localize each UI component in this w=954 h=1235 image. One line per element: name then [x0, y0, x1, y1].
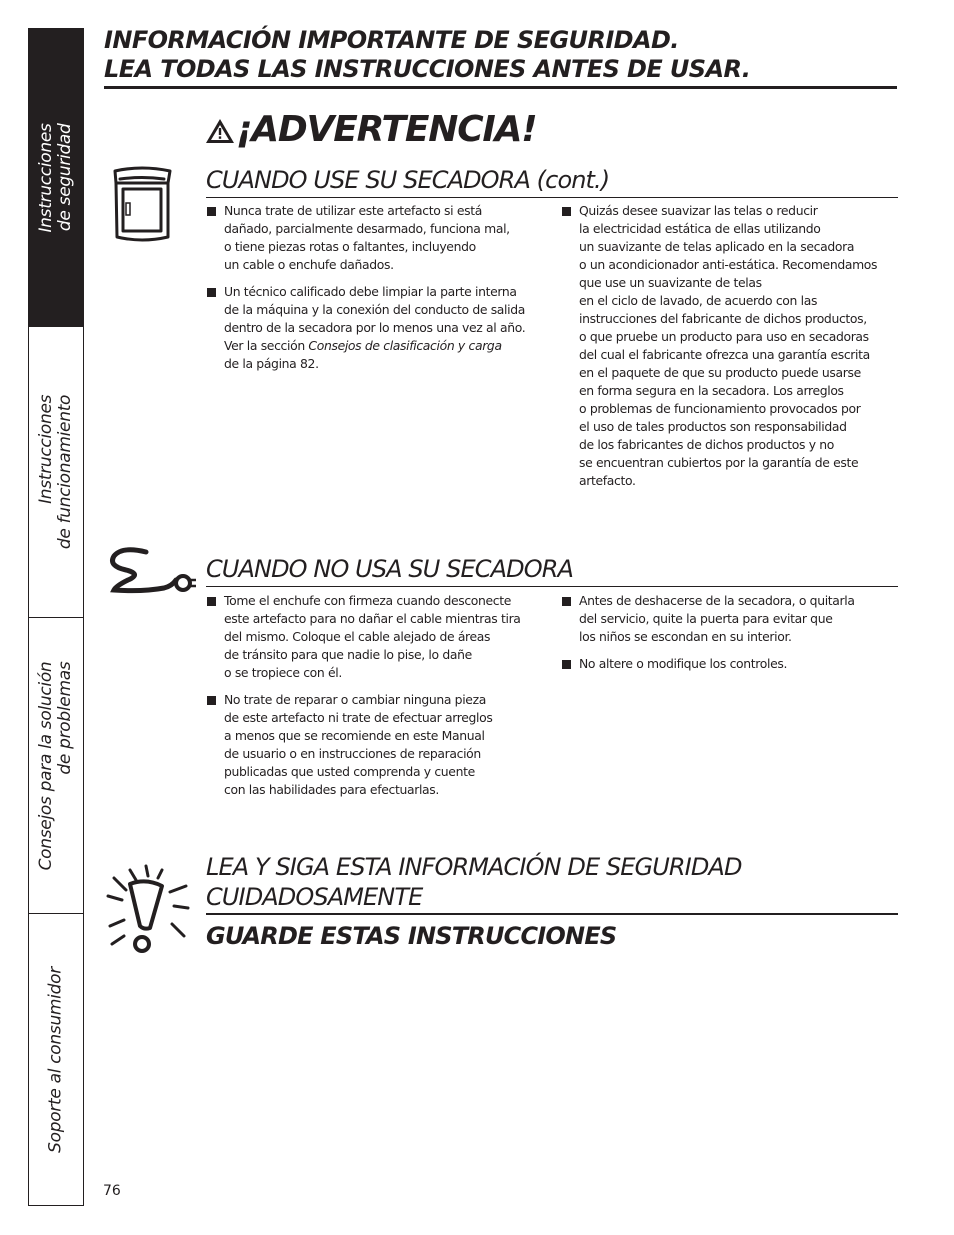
read-follow-heading	[206, 852, 742, 912]
italic-reference: Consejos de clasificación y carga	[308, 338, 502, 353]
tab-label-line2: de funcionamiento	[55, 394, 75, 550]
list-item: Antes de deshacerse de la secadora, o quitarla del servicio, quite la puerta para evitar que los niños se escondan en su interior.	[562, 592, 904, 646]
section-title-use: CUANDO USE SU SECADORA (cont.)	[206, 166, 610, 194]
list-item: Un técnico calificado debe limpiar la parte interna de la máquina y la conexión del conducto de salida dentro de la secadora por lo menos una vez al año. Ver la sección Consejos de clasificación y carga de la página 82.	[207, 283, 552, 373]
bullet-list-not-use-right	[562, 592, 904, 682]
section-divider	[206, 197, 898, 198]
exclamation-burst-icon	[100, 860, 196, 960]
bullet-list-not-use-left	[207, 592, 552, 808]
warning-title: ¡ADVERTENCIA!	[236, 109, 537, 150]
bullet-list-use-left	[207, 202, 552, 382]
header-line2: LEA TODAS LAS INSTRUCCIONES ANTES DE USAR.	[104, 55, 751, 83]
list-item: Tome el enchufe con firmeza cuando desconecte este artefacto para no dañar el cable mientras tira del mismo. Coloque el cable alejado de áreas de tránsito para que nadie lo pise, lo dañe o se tropiece con él.	[207, 592, 552, 682]
read-follow-line1: LEA Y SIGA ESTA INFORMACIÓN DE SEGURIDAD	[206, 853, 742, 881]
bullet-list-use-right	[562, 202, 904, 499]
tab-operating-instructions[interactable]	[28, 326, 84, 617]
save-instructions-heading: GUARDE ESTAS INSTRUCCIONES	[206, 922, 617, 950]
dryer-icon	[106, 163, 178, 243]
warning-heading	[205, 108, 537, 152]
tab-label-line2: de seguridad	[55, 122, 75, 231]
tab-label-line1: Instrucciones	[36, 122, 56, 233]
header-line1: INFORMACIÓN IMPORTANTE DE SEGURIDAD.	[104, 26, 679, 54]
tab-troubleshooting-tips[interactable]	[28, 617, 84, 913]
tab-label-line1: Instrucciones	[36, 394, 56, 504]
header-divider	[104, 86, 897, 89]
section-divider	[206, 913, 898, 915]
list-item: No trate de reparar o cambiar ninguna pieza de este artefacto ni trate de efectuar arreglos a menos que se recomiende en este Manual de usuario o en instrucciones de reparación publicadas que usted comprenda y cuente con las habilidades para efectuarlas.	[207, 691, 552, 799]
read-follow-line2: CUIDADOSAMENTE	[206, 883, 423, 911]
page-number: 76	[103, 1183, 121, 1199]
tab-label-line1: Soporte al consumidor	[45, 966, 66, 1153]
tab-safety-instructions[interactable]	[28, 28, 84, 326]
section-tabs	[28, 28, 84, 1206]
tab-label-line2: de problemas	[55, 661, 75, 775]
power-cord-icon	[102, 544, 198, 596]
section-title-not-use: CUANDO NO USA SU SECADORA	[206, 555, 573, 583]
tab-consumer-support[interactable]	[28, 913, 84, 1206]
page-header	[104, 26, 897, 84]
section-divider	[206, 586, 898, 587]
list-item: Nunca trate de utilizar este artefacto si está dañado, parcialmente desarmado, funciona mal, o tiene piezas rotas o faltantes, incluyendo un cable o enchufe dañados.	[207, 202, 552, 274]
list-item: No altere o modifique los controles.	[562, 655, 904, 673]
tab-label-line1: Consejos para la solución	[36, 661, 56, 870]
list-item: Quizás desee suavizar las telas o reducir la electricidad estática de ellas utilizando un suavizante de telas aplicado en la secadora o un acondicionador anti-estática. Recomendamos que use un suavizante de telas en el ciclo de lavado, de acuerdo con las instrucciones del fabricante de dichos productos, o que pruebe un producto para uso en secadoras del cual el fabricante ofrezca una garantía escrita en el paquete de que su producto puede usarse en forma segura en la secadora. Los arreglos o problemas de funcionamiento provocados por el uso de tales productos son responsabilidad de los fabricantes de dichos productos y no se encuentran cubiertos por la garantía de este artefacto.	[562, 202, 904, 490]
